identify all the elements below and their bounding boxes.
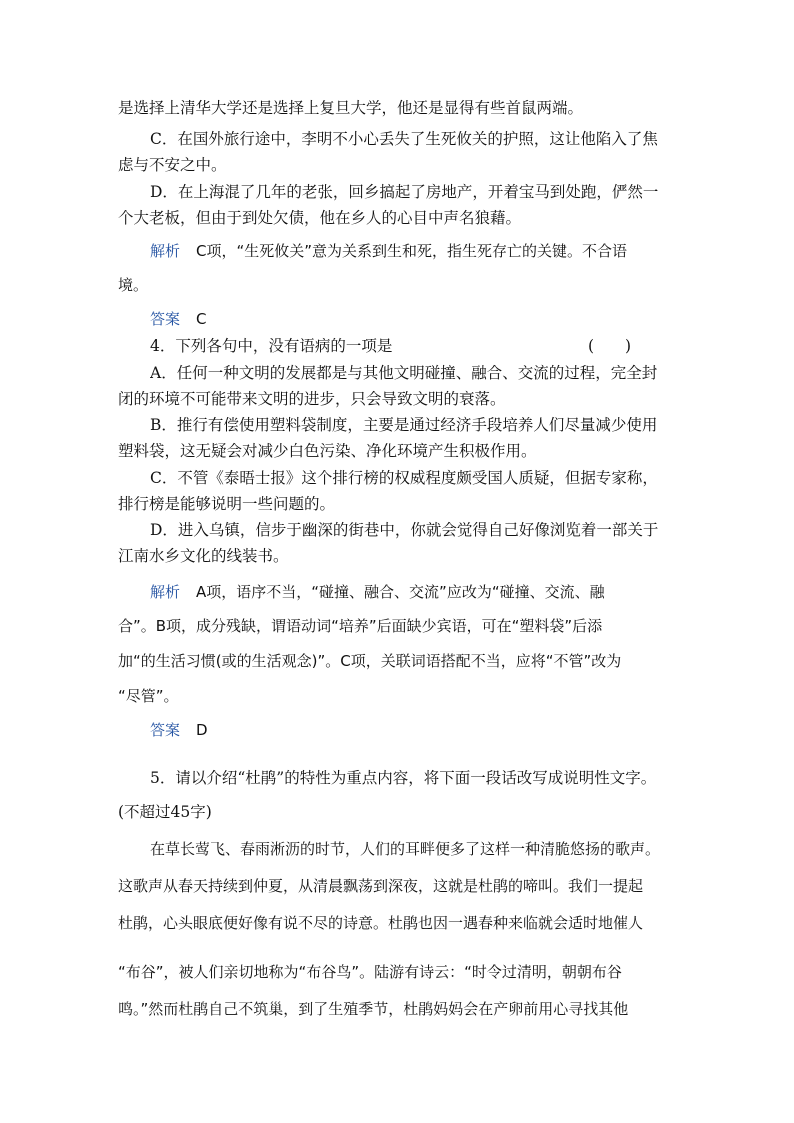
q5-passage-line5: 鸣。”然而杜鹃自己不筑巢，到了生殖季节，杜鹃妈妈会在产卵前用心寻找其他 <box>118 1000 629 1018</box>
q4-analysis <box>150 581 678 603</box>
q5-passage-line3: 杜鹃，心头眼底便好像有说不尽的诗意。杜鹃也因一遇春种来临就会适时地催人 <box>118 914 644 932</box>
q5-passage-line4: “布谷”，被人们亲切地称为“布谷鸟”。陆游有诗云：“时令过清明，朝朝布谷 <box>118 963 622 981</box>
q4-option-c-line1: C．不管《泰晤士报》这个排行榜的权威程度颇受国人质疑，但据专家称， <box>150 469 658 487</box>
answer-label: 答案 <box>150 721 181 739</box>
q3-analysis-text2: 境。 <box>118 276 149 294</box>
q3-analysis <box>150 240 678 262</box>
q3-answer <box>150 308 678 330</box>
q4-analysis-text2: 合”。B项，成分残缺，谓语动词“培养”后面缺少宾语，可在“塑料袋”后添 <box>118 617 603 635</box>
q4-option-b-line2: 塑料袋，这无疑会对减少白色污染、净化环境产生积极作用。 <box>118 442 537 460</box>
analysis-label: 解析 <box>150 583 181 601</box>
q4-stem <box>150 335 678 357</box>
q4-analysis-text4: “尽管”。 <box>118 687 179 705</box>
q4-option-c-line2: 排行榜是能够说明一些问题的。 <box>118 495 336 513</box>
q4-answer-blank: ( ) <box>588 337 632 355</box>
answer-label: 答案 <box>150 310 181 328</box>
q4-option-d-line1: D．进入乌镇，信步于幽深的街巷中，你就会觉得自己好像浏览着一部关于 <box>150 521 659 539</box>
q4-option-a-line1: A．任何一种文明的发展都是与其他文明碰撞、融合、交流的过程，完全封 <box>150 364 658 382</box>
q4-answer-value: D <box>196 721 208 739</box>
q3-answer-value: C <box>196 310 207 328</box>
q4-option-d-line2: 江南水乡文化的线装书。 <box>118 547 289 565</box>
q4-stem-text: 4．下列各句中，没有语病的一项是 <box>150 337 393 355</box>
q4-analysis-text3: 加“的生活习惯(或的生活观念)”。C项，关联词语搭配不当，应将“不管”改为 <box>118 652 622 670</box>
option-b-continued: 是选择上清华大学还是选择上复旦大学，他还是显得有些首鼠两端。 <box>118 99 584 117</box>
q4-option-b-line1: B．推行有偿使用塑料袋制度，主要是通过经济手段培养人们尽量减少使用 <box>150 416 658 434</box>
option-c-line1: C．在国外旅行途中，李明不小心丢失了生死攸关的护照，这让他陷入了焦 <box>150 130 658 148</box>
q5-passage-line1: 在草长莺飞、春雨淅沥的时节，人们的耳畔便多了这样一种清脆悠扬的歌声。 <box>150 840 661 858</box>
q5-passage-line2: 这歌声从春天持续到仲夏，从清晨飘荡到深夜，这就是杜鹃的啼叫。我们一提起 <box>118 877 644 895</box>
q3-analysis-text1: C项，“生死攸关”意为关系到生和死，指生死存亡的关键。不合语 <box>196 242 628 260</box>
q5-stem-line2: (不超过45字) <box>118 803 212 821</box>
option-d-line2: 个大老板，但由于到处欠债，他在乡人的心目中声名狼藉。 <box>118 209 522 227</box>
q4-answer <box>150 719 678 741</box>
analysis-label: 解析 <box>150 242 181 260</box>
option-d-line1: D．在上海混了几年的老张，回乡搞起了房地产，开着宝马到处跑，俨然一 <box>150 183 659 201</box>
q5-stem-line1: 5．请以介绍“杜鹃”的特性为重点内容，将下面一段话改写成说明性文字。 <box>150 769 657 787</box>
q4-option-a-line2: 闭的环境不可能带来文明的进步，只会导致文明的衰落。 <box>118 390 506 408</box>
q4-analysis-text1: A项，语序不当，“碰撞、融合、交流”应改为“碰撞、交流、融 <box>196 583 605 601</box>
option-c-line2: 虑与不安之中。 <box>118 156 227 174</box>
